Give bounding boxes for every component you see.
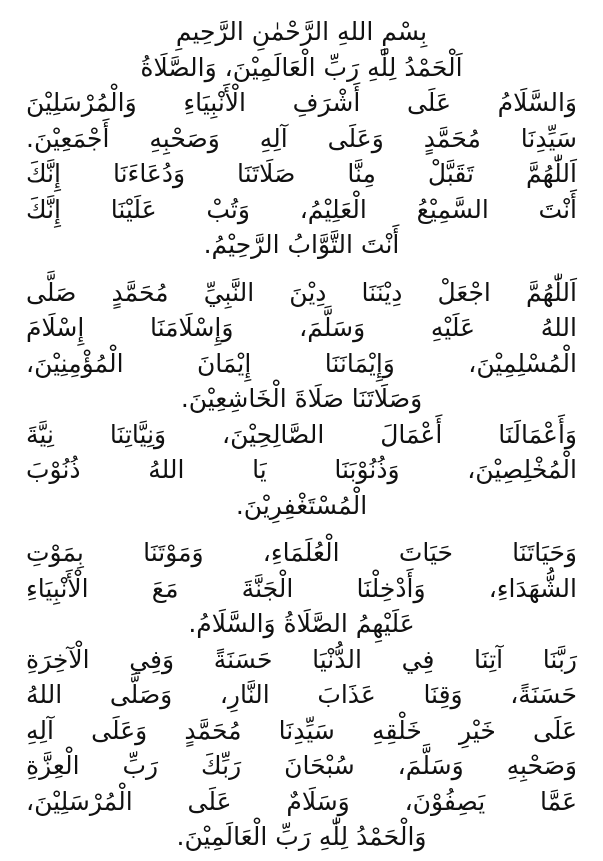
- text-line: اَلْحَمْدُ لِلّٰهِ رَبِّ الْعَالَمِيْنَ، وَالصَّلَاةُ: [140, 52, 463, 82]
- text-line: عَمَّا يَصِفُوْنَ، وَسَلَامٌ عَلَى الْمُرْسَلِيْنَ،: [26, 786, 577, 816]
- basmala-line: بِسْمِ اللهِ الرَّحْمٰنِ الرَّحِيمِ: [175, 17, 428, 46]
- text-line: وَالْحَمْدُ لِلّٰهِ رَبِّ الْعَالَمِيْنَ.: [176, 822, 427, 851]
- text-line: اَللّٰهُمَّ اجْعَلْ دِيْنَنَا دِيْنَ النَّبِيِّ مُحَمَّدٍ صَلَّى: [26, 277, 577, 307]
- text-line: وَصَلَاتَنَا صَلَاةَ الْخَاشِعِيْنَ.: [180, 384, 423, 413]
- text-line: الْمُسْتَغْفِرِيْنَ.: [235, 490, 368, 520]
- text-line: حَسَنَةً، وَقِنَا عَذَابَ النَّارِ، وَصَلَّى اللهُ: [26, 680, 577, 709]
- text-line: وَحَيَاتَنَا حَيَاتَ الْعُلَمَاءِ، وَمَوْتَنَا بِمَوْتِ: [26, 538, 577, 567]
- text-line: اللهُ عَلَيْهِ وَسَلَّمَ، وَإِسْلَامَنَا إِسْلَامَ: [26, 313, 577, 342]
- paragraph-gap: [26, 263, 577, 275]
- opening-paragraph: [26, 14, 577, 263]
- text-line: الْمُخْلِصِيْنَ، وَذُنُوْبَنَا يَا اللهُ ذُنُوْبَ: [26, 455, 577, 484]
- text-line: وَالسَّلَامُ عَلَى أَشْرَفِ الْأَنْبِيَاءِ وَالْمُرْسَلِيْنَ: [26, 88, 577, 117]
- text-line: رَبَّنَا آتِنَا فِي الدُّنْيَا حَسَنَةً وَفِي الْآخِرَةِ: [26, 644, 577, 674]
- paragraph-gap: [26, 523, 577, 535]
- text-line: وَأَعْمَالَنَا أَعْمَالَ الصَّالِحِيْنَ، وَنِيَّاتِنَا نِيَّةَ: [26, 419, 577, 449]
- text-line: اَللّٰهُمَّ تَقَبَّلْ مِنَّا صَلَاتَنَا وَدُعَاءَنَا إِنَّكَ: [26, 159, 577, 188]
- text-line: أَنْتَ السَّمِيْعُ الْعَلِيْمُ، وَتُبْ عَلَيْنَا إِنَّكَ: [26, 194, 577, 224]
- text-line: عَلَى خَيْرِ خَلْقِهِ سَيِّدِنَا مُحَمَّدٍ وَعَلَى آلِهِ: [26, 715, 577, 745]
- second-paragraph: [26, 275, 577, 524]
- third-paragraph: [26, 535, 577, 855]
- text-line: وَصَحْبِهِ وَسَلَّمَ، سُبْحَانَ رَبِّكَ رَبِّ الْعِزَّةِ: [26, 751, 577, 780]
- text-line: عَلَيْهِمُ الصَّلَاةُ وَالسَّلَامُ.: [188, 609, 415, 638]
- text-line: الْمُسْلِمِيْنَ، وَإِيْمَانَنَا إِيْمَانَ الْمُؤْمِنِيْنَ،: [26, 348, 577, 378]
- text-line: أَنْتَ التَّوَّابُ الرَّحِيْمُ.: [203, 230, 400, 259]
- text-line: الشُّهَدَاءِ، وَأَدْخِلْنَا الْجَنَّةَ مَعَ الْأَنْبِيَاءِ: [26, 573, 577, 603]
- text-line: سَيِّدِنَا مُحَمَّدٍ وَعَلَى آلِهِ وَصَحْبِهِ أَجْمَعِيْنَ.: [26, 123, 577, 153]
